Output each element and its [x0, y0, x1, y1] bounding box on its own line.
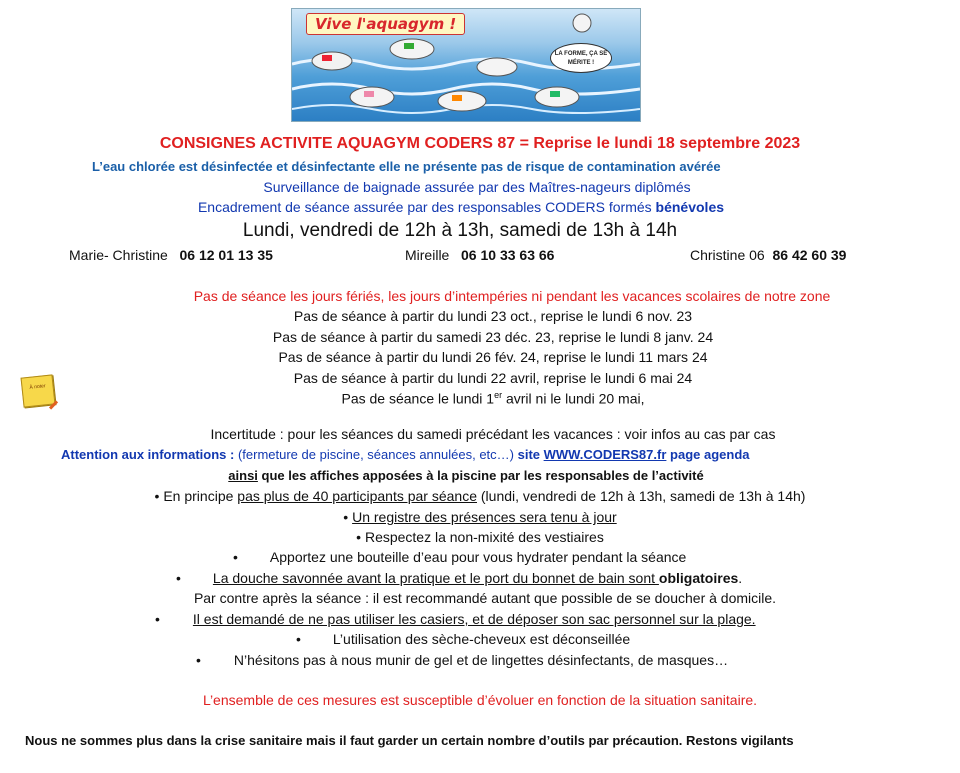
- contact-name: Mireille: [405, 247, 450, 263]
- bullet: •: [196, 652, 201, 668]
- surveillance-statement: Surveillance de baignade assurée par des Maîtres-nageurs diplômés: [263, 179, 691, 195]
- banner-title: Vive l'aquagym !: [306, 13, 465, 35]
- bullet: •: [154, 488, 160, 504]
- contact-mireille: [405, 247, 554, 263]
- contact-name: Marie- Christine: [69, 247, 168, 263]
- speech-bubble: LA FORME, ÇA SE MÉRITE !: [550, 43, 612, 73]
- douche-line: [176, 570, 742, 586]
- vestiaires-text: Respectez la non-mixité des vestiaires: [364, 529, 604, 545]
- registre-line: [0, 509, 960, 525]
- avril-post: avril ni le lundi 20 mai,: [502, 390, 645, 407]
- avril-sup: er: [494, 390, 503, 400]
- apres-line: Par contre après la séance : il est recommandé autant que possible de se doucher à domicile.: [193, 590, 777, 606]
- seche-line: [296, 631, 630, 647]
- gel-line: [196, 652, 728, 668]
- gel-text: N’hésitons pas à nous munir de gel et de lingettes désinfectants, de masques…: [233, 652, 729, 668]
- encadrement-text: Encadrement de séance assurée par des responsables CODERS formés: [197, 199, 656, 215]
- ensemble-notice: L’ensemble de ces mesures est susceptible d’évoluer en fonction de la situation sanitaire.: [202, 692, 758, 708]
- douche-bold: obligatoires: [658, 570, 739, 586]
- bullet: •: [356, 529, 362, 545]
- vestiaires-line: [0, 529, 960, 545]
- chlore-statement: L’eau chlorée est désinfectée et désinfectante elle ne présente pas de risque de contamination avérée: [92, 159, 721, 174]
- seche-text: L’utilisation des sèche-cheveux est déconseillée: [332, 631, 631, 647]
- ainsi-rest: que les affiches apposées à la piscine par les responsables de l’activité: [257, 468, 704, 483]
- date-line: Pas de séance à partir du samedi 23 déc. 23, reprise le lundi 8 janv. 24: [272, 329, 714, 345]
- attention-paren: (fermeture de piscine, séances annulées, etc…): [234, 447, 514, 462]
- attention-line: [61, 447, 749, 462]
- encadrement-bold: bénévoles: [655, 199, 725, 215]
- date-line: Pas de séance à partir du lundi 22 avril, reprise le lundi 6 mai 24: [293, 370, 693, 386]
- contact-phone: 06 12 01 13 35: [179, 247, 273, 263]
- feries-notice: Pas de séance les jours fériés, les jours d’intempéries ni pendant les vacances scolaires de notre zone: [193, 288, 831, 304]
- principe-line: [0, 488, 960, 504]
- attention-label: Attention aux informations :: [61, 447, 235, 462]
- coders-website-link[interactable]: WWW.CODERS87.fr: [543, 447, 667, 462]
- contact-phone: 86 42 60 39: [772, 247, 847, 263]
- bouteille-line: [233, 549, 686, 565]
- date-line: Pas de séance à partir du lundi 26 fév. 24, reprise le lundi 11 mars 24: [278, 349, 708, 365]
- principe-pre: En principe: [163, 488, 238, 504]
- aquagym-banner-image: [291, 8, 641, 122]
- contact-name: Christine 06: [690, 247, 765, 263]
- incertitude-line: Incertitude : pour les séances du samedi précédant les vacances : voir infos au cas par cas: [210, 426, 776, 442]
- avril-pre: Pas de séance le lundi 1: [341, 390, 495, 407]
- contact-marie-christine: [69, 247, 273, 263]
- registre-text: Un registre des présences sera tenu à jour: [352, 509, 617, 525]
- ainsi-line: [0, 468, 946, 483]
- bullet: •: [155, 611, 160, 627]
- note-icon-text: À noter: [29, 383, 46, 391]
- casiers-line: [155, 611, 756, 627]
- attention-site: site: [513, 447, 544, 462]
- horaires: Lundi, vendredi de 12h à 13h, samedi de 13h à 14h: [242, 220, 678, 241]
- date-line: Pas de séance à partir du lundi 23 oct., reprise le lundi 6 nov. 23: [293, 308, 693, 324]
- encadrement-statement: [0, 199, 941, 215]
- footer-notice: Nous ne sommes plus dans la crise sanitaire mais il faut garder un certain nombre d’outils par précaution. Restons vigilants: [25, 733, 794, 748]
- avril-line: [13, 390, 960, 407]
- note-icon: [21, 374, 56, 407]
- bullet: •: [343, 509, 349, 525]
- douche-end: .: [738, 570, 743, 586]
- casiers-text: Il est demandé de ne pas utiliser les casiers, et de déposer son sac personnel sur la plage.: [192, 611, 756, 627]
- page-heading: CONSIGNES ACTIVITE AQUAGYM CODERS 87 = Reprise le lundi 18 septembre 2023: [159, 135, 801, 152]
- douche-underlined: La douche savonnée avant la pratique et le port du bonnet de bain sont: [212, 570, 659, 586]
- attention-agenda: page agenda: [666, 447, 750, 462]
- bullet: •: [176, 570, 181, 586]
- contact-phone: 06 10 33 63 66: [461, 247, 555, 263]
- bullet: •: [233, 549, 238, 565]
- bouteille-text: Apportez une bouteille d’eau pour vous hydrater pendant la séance: [269, 549, 687, 565]
- principe-underlined: pas plus de 40 participants par séance: [237, 488, 477, 504]
- bullet: •: [296, 631, 301, 647]
- ainsi-underlined: ainsi: [228, 468, 258, 483]
- contact-christine: [690, 247, 846, 263]
- principe-post: (lundi, vendredi de 12h à 13h, samedi de 13h à 14h): [477, 488, 806, 504]
